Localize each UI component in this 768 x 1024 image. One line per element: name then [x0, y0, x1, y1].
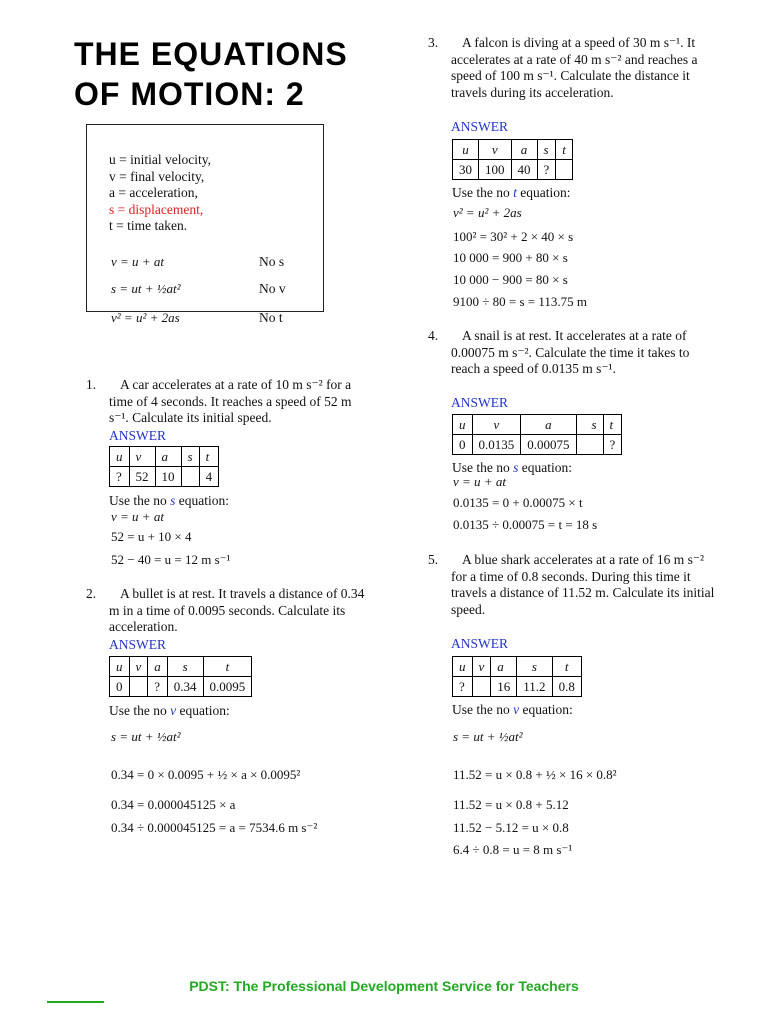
- cell-u: ?: [453, 677, 473, 697]
- cell-u: 0: [110, 677, 130, 697]
- header-t: t: [552, 657, 581, 677]
- cell-u: 0: [453, 435, 473, 455]
- cell-t: 4: [199, 467, 219, 487]
- header-a: a: [155, 447, 181, 467]
- q5-text: A blue shark accelerates at a rate of 16 m s⁻² for a time of 0.8 seconds. During this time it travels a distance of 11.52 m. Calculate its initial speed.: [451, 552, 715, 617]
- equation-1-note: No s: [259, 254, 285, 269]
- q4-use-line: Use the no s equation:: [452, 460, 573, 475]
- q4-number: 4.: [428, 328, 439, 343]
- q2-step-3: 0.34 = 0.000045125 × a: [111, 797, 236, 812]
- q1-use-line: Use the no s equation:: [109, 493, 230, 508]
- q4-text: A snail is at rest. It accelerates at a rate of 0.00075 m s⁻². Calculate the time it takes to reach a speed of 0.0135 m s⁻¹.: [451, 328, 690, 376]
- header-u: u: [110, 447, 130, 467]
- cell-s: [181, 467, 199, 487]
- q3-answer-label: ANSWER: [451, 119, 508, 134]
- q2-step-2: 0.34 = 0 × 0.0095 + ½ × a × 0.0095²: [111, 767, 301, 782]
- header-u: u: [453, 657, 473, 677]
- cell-a: 10: [155, 467, 181, 487]
- footer-divider: [47, 1001, 104, 1003]
- cell-a: ?: [148, 677, 168, 697]
- q5-step-2: 11.52 = u × 0.8 + ½ × 16 × 0.8²: [453, 767, 617, 782]
- q1-table: [109, 446, 219, 487]
- q2-use-line: Use the no v equation:: [109, 703, 230, 718]
- header-a: a: [521, 415, 576, 435]
- q5-step-5: 6.4 ÷ 0.8 = u = 8 m s⁻¹: [453, 842, 573, 857]
- def-a: a = acceleration,: [109, 185, 198, 200]
- q3-step-2: 100² = 30² + 2 × 40 × s: [453, 229, 574, 244]
- header-t: t: [199, 447, 219, 467]
- q5-step-1: s = ut + ½at²: [453, 729, 523, 744]
- q5-table: [452, 656, 582, 697]
- q3-step-5: 9100 ÷ 80 = s = 113.75 m: [453, 294, 587, 309]
- equation-1: v = u + at: [111, 254, 164, 269]
- q2-answer-label: ANSWER: [109, 637, 166, 652]
- q2-number: 2.: [86, 586, 97, 601]
- q5-use-line: Use the no v equation:: [452, 702, 573, 717]
- header-a: a: [511, 140, 537, 160]
- header-s: s: [576, 415, 603, 435]
- definitions-list: [109, 152, 211, 235]
- q3-step-1: v² = u² + 2as: [453, 205, 522, 220]
- header-s: s: [537, 140, 556, 160]
- q1-step-3: 52 − 40 = u = 12 m s⁻¹: [111, 552, 231, 567]
- cell-v: 0.0135: [472, 435, 521, 455]
- def-s: s = displacement,: [109, 201, 204, 217]
- cell-v: [472, 677, 491, 697]
- header-v: v: [472, 415, 521, 435]
- header-u: u: [110, 657, 130, 677]
- q2-table: [109, 656, 252, 697]
- header-v: v: [479, 140, 512, 160]
- q1-number: 1.: [86, 377, 97, 392]
- q5-answer-label: ANSWER: [451, 636, 508, 651]
- header-s: s: [517, 657, 552, 677]
- header-t: t: [603, 415, 622, 435]
- q5-number: 5.: [428, 552, 439, 567]
- header-u: u: [453, 415, 473, 435]
- cell-v: 52: [129, 467, 155, 487]
- q3-number: 3.: [428, 35, 439, 50]
- header-s: s: [181, 447, 199, 467]
- def-t: t = time taken.: [109, 218, 188, 233]
- header-a: a: [148, 657, 168, 677]
- header-s: s: [167, 657, 203, 677]
- equation-3: v² = u² + 2as: [111, 310, 180, 325]
- q2-text: A bullet is at rest. It travels a distance of 0.34 m in a time of 0.0095 seconds. Calculate its acceleration.: [109, 586, 365, 634]
- cell-s: 11.2: [517, 677, 552, 697]
- page-title: THE EQUATIONS OF MOTION: 2: [74, 36, 348, 112]
- def-u: u = initial velocity,: [109, 152, 211, 167]
- q5-step-4: 11.52 − 5.12 = u × 0.8: [453, 820, 569, 835]
- def-v: v = final velocity,: [109, 168, 205, 184]
- q4-step-2: 0.0135 = 0 + 0.00075 × t: [453, 495, 583, 510]
- q4-answer-label: ANSWER: [451, 395, 508, 410]
- header-v: v: [129, 447, 155, 467]
- header-a: a: [491, 657, 517, 677]
- q1-text: A car accelerates at a rate of 10 m s⁻² for a time of 4 seconds. It reaches a speed of 52 m s⁻¹. Calculate its initial speed.: [109, 377, 352, 425]
- q4-step-3: 0.0135 ÷ 0.00075 = t = 18 s: [453, 517, 598, 532]
- q1-answer-label: ANSWER: [109, 428, 166, 443]
- q3-step-4: 10 000 − 900 = 80 × s: [453, 272, 568, 287]
- q1-step-2: 52 = u + 10 × 4: [111, 529, 192, 544]
- cell-v: [129, 677, 148, 697]
- header-t: t: [556, 140, 573, 160]
- cell-t: 0.8: [552, 677, 581, 697]
- cell-t: 0.0095: [203, 677, 252, 697]
- cell-v: 100: [479, 160, 512, 180]
- q3-text: A falcon is diving at a speed of 30 m s⁻¹. It accelerates at a rate of 40 m s⁻² and reaches a speed of 100 m s⁻¹. Calculate the distance it travels during its acceleration.: [451, 35, 698, 100]
- header-v: v: [472, 657, 491, 677]
- header-v: v: [129, 657, 148, 677]
- q4-table: [452, 414, 622, 455]
- cell-t: ?: [603, 435, 622, 455]
- q3-table: [452, 139, 573, 180]
- cell-t: [556, 160, 573, 180]
- q4-step-1: v = u + at: [453, 474, 506, 489]
- equation-2: s = ut + ½at²: [111, 281, 181, 296]
- cell-s: [576, 435, 603, 455]
- q5-step-3: 11.52 = u × 0.8 + 5.12: [453, 797, 569, 812]
- q3-step-3: 10 000 = 900 + 80 × s: [453, 250, 568, 265]
- equation-2-note: No v: [259, 281, 286, 296]
- cell-u: ?: [110, 467, 130, 487]
- cell-a: 40: [511, 160, 537, 180]
- q2-step-1: s = ut + ½at²: [111, 729, 181, 744]
- header-u: u: [453, 140, 479, 160]
- cell-a: 0.00075: [521, 435, 576, 455]
- cell-a: 16: [491, 677, 517, 697]
- q3-use-line: Use the no t equation:: [452, 185, 571, 200]
- equation-3-note: No t: [259, 310, 283, 325]
- q1-step-1: v = u + at: [111, 509, 164, 524]
- footer-text: PDST: The Professional Development Service for Teachers: [189, 978, 579, 994]
- cell-u: 30: [453, 160, 479, 180]
- cell-s: ?: [537, 160, 556, 180]
- cell-s: 0.34: [167, 677, 203, 697]
- q2-step-4: 0.34 ÷ 0.000045125 = a = 7534.6 m s⁻²: [111, 820, 318, 835]
- header-t: t: [203, 657, 252, 677]
